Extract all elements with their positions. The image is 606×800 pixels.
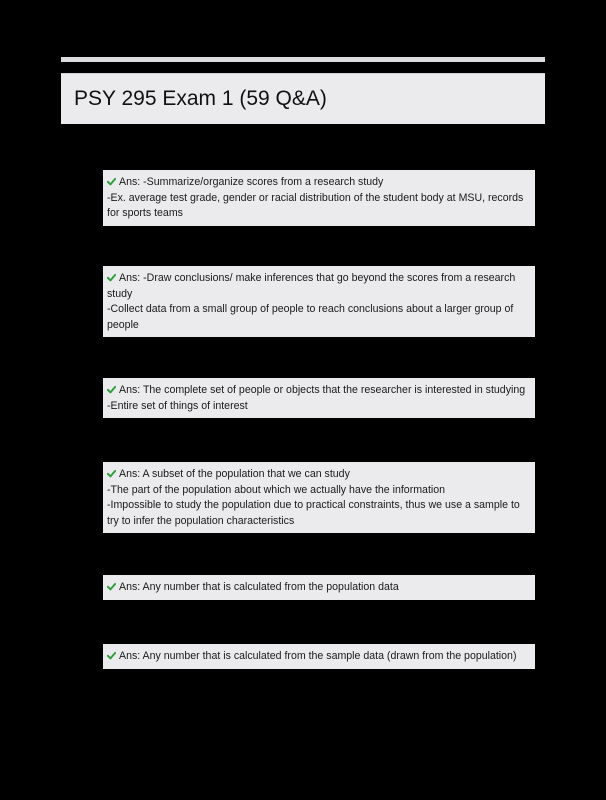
answer-line [107, 175, 531, 191]
answer-line [107, 383, 531, 399]
answer-card-2 [103, 266, 535, 337]
answer-text: Ans: -Draw conclusions/ make inferences that go beyond the scores from a research study [107, 272, 516, 300]
check-icon [107, 651, 116, 660]
answer-card-6 [103, 644, 535, 669]
title-banner [61, 73, 545, 124]
check-icon [107, 177, 116, 186]
answer-line [107, 271, 531, 302]
header-rule [61, 57, 545, 62]
answer-text: Ans: The complete set of people or objects that the researcher is interested in studying [119, 384, 526, 396]
answer-card-3 [103, 378, 535, 418]
answer-line [107, 467, 531, 483]
answer-line [107, 649, 531, 665]
answer-card-4 [103, 462, 535, 533]
check-icon [107, 273, 116, 282]
answer-line: -Entire set of things of interest [107, 399, 248, 412]
answer-text: Ans: Any number that is calculated from the sample data (drawn from the population) [119, 650, 517, 662]
check-icon [107, 469, 116, 478]
answer-text: Ans: A subset of the population that we can study [119, 468, 350, 480]
check-icon [107, 582, 116, 591]
answer-text: Ans: -Summarize/organize scores from a research study [119, 176, 384, 188]
answer-line: -Impossible to study the population due to practical constraints, thus we use a sample to try to infer the population characteristics [107, 499, 520, 527]
answer-line [107, 580, 531, 596]
document-title: PSY 295 Exam 1 (59 Q&A) [74, 87, 327, 110]
check-icon [107, 385, 116, 394]
answer-line: -The part of the population about which we actually have the information [107, 483, 446, 496]
answer-card-5 [103, 575, 535, 600]
answer-text: Ans: Any number that is calculated from the population data [119, 581, 399, 593]
answer-card-1 [103, 170, 535, 226]
answer-line: -Collect data from a small group of people to reach conclusions about a larger group of people [107, 303, 514, 331]
answer-line: -Ex. average test grade, gender or racial distribution of the student body at MSU, records for sports teams [107, 191, 524, 219]
